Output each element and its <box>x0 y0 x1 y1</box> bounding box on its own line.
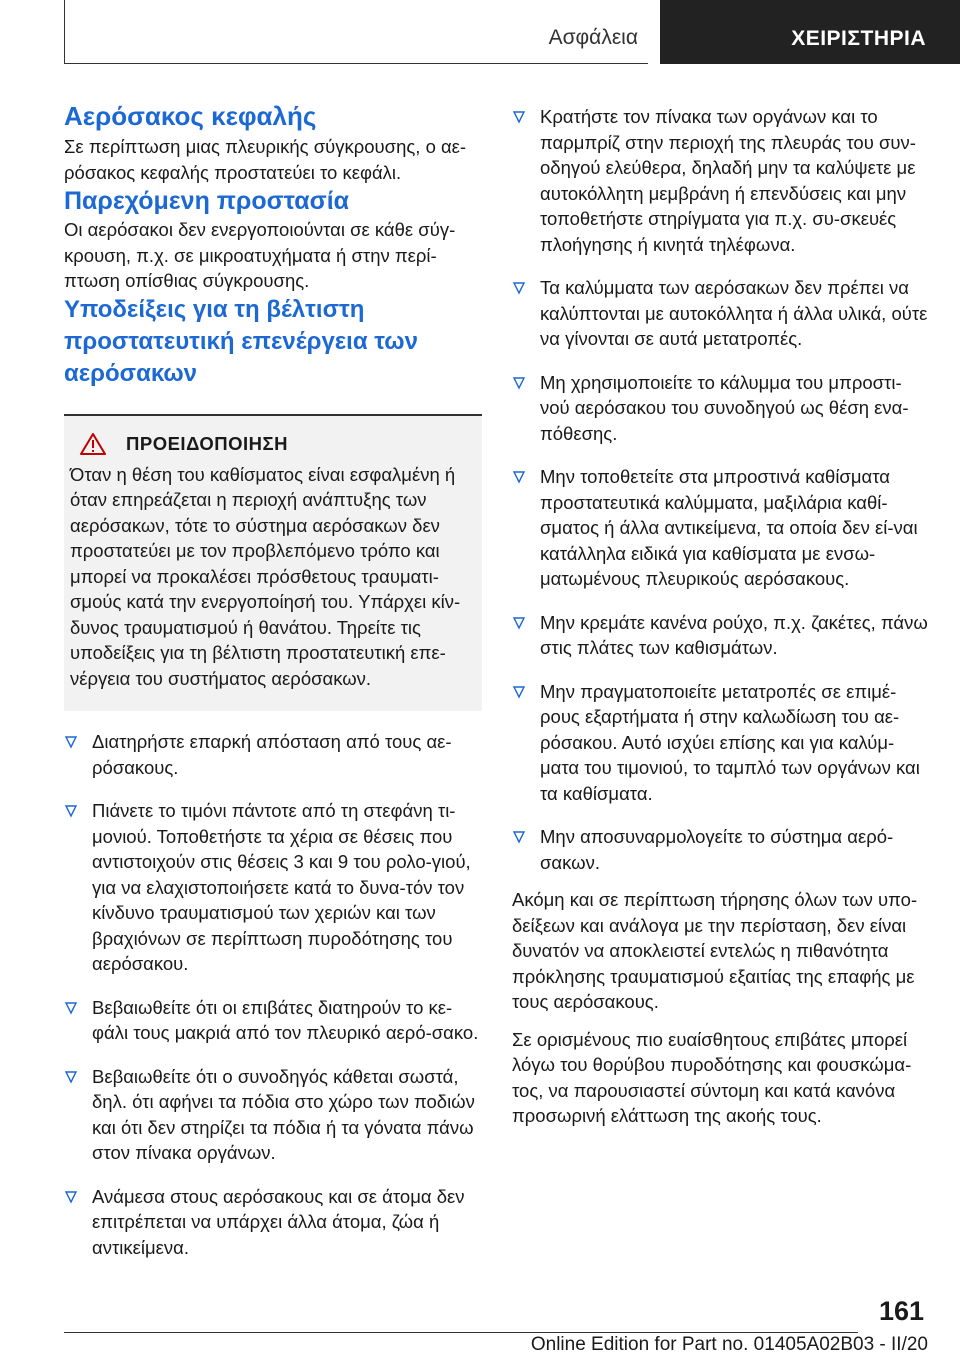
list-item: Βεβαιωθείτε ότι ο συνοδηγός κάθεται σωστά, δηλ. ότι αφήνει τα πόδια στο χώρο των ποδιών και ότι δεν στηρίζει τα πόδια ή τα γόνατα πάνω στον πίνακα οργάνων. <box>64 1064 482 1166</box>
bullet-triangle-icon <box>512 109 526 125</box>
chapter-title: ΧΕΙΡΙΣΤΗΡΙΑ <box>791 27 926 50</box>
bullet-triangle-icon <box>512 615 526 631</box>
heading-protection: Παρεχόμενη προστασία <box>64 187 350 215</box>
bullet-triangle-icon <box>64 1189 78 1205</box>
footer-divider <box>64 1332 858 1333</box>
page-number: 161 <box>878 1296 924 1326</box>
list-item: Μην πραγματοποιείτε μετατροπές σε επιμέ‐ρους εξαρτήματα ή στην καλωδίωση του αε‐ρόσακου. Αυτό ισχύει επίσης και για καλύμ‐ματα του τιμονιού, το ταμπλό των οργάνων και τα καθίσματα. <box>512 679 928 807</box>
list-item: Διατηρήστε επαρκή απόσταση από τους αε‐ρόσακους. <box>64 729 482 780</box>
right-column <box>512 104 928 1129</box>
paragraph-hearing: Σε ορισμένους πιο ευαίσθητους επιβάτες μπορεί λόγω του θορύβου πυροδότησης και φουσκώμα‐τος, να παρουσιαστεί σύντομη και κατά κανόνα προσωρινή ελάττωση της ακοής τους. <box>512 1028 912 1126</box>
section-title: Ασφάλεια <box>548 26 638 49</box>
bullet-triangle-icon <box>512 469 526 485</box>
header-section-tab <box>64 0 648 64</box>
edition-note: Online Edition for Part no. 01405A02B03 - II/20 <box>530 1334 928 1355</box>
bullet-triangle-icon <box>64 734 78 750</box>
bullet-triangle-icon <box>512 375 526 391</box>
paragraph-residual-risk: Ακόμη και σε περίπτωση τήρησης όλων των υπο‐δείξεων και ανάλογα με την περίσταση, δεν είναι δυνατόν να αποκλειστεί εντελώς η πιθανότητα πρόκλησης τραυματισμού εξαιτίας της επαφής με τους αερόσακους. <box>512 889 918 1012</box>
list-item: Ανάμεσα στους αερόσακους και σε άτομα δεν επιτρέπεται να υπάρχει άλλα άτομα, ζώα ή αντικείμενα. <box>64 1184 482 1261</box>
warning-triangle-icon <box>80 432 106 456</box>
bullet-triangle-icon <box>64 1000 78 1016</box>
right-bullet-list <box>512 104 928 875</box>
list-item: Μη χρησιμοποιείτε το κάλυμμα του μπροστι‐νού αερόσακου του συνοδηγού ως θέση ενα‐πόθεσης. <box>512 370 928 447</box>
bullet-triangle-icon <box>512 280 526 296</box>
list-item: Τα καλύμματα των αερόσακων δεν πρέπει να καλύπτονται με αυτοκόλλητα ή άλλα υλικά, ούτε να γίνονται σε αυτά μετατροπές. <box>512 275 928 352</box>
bullet-triangle-icon <box>512 829 526 845</box>
list-item: Κρατήστε τον πίνακα των οργάνων και το παρμπρίζ στην περιοχή της πλευράς του συν‐οδηγού ελεύθερα, δηλαδή μην τα καλύψετε με αυτοκόλλητη μεμβράνη ή επενδύσεις και μην τοποθετήστε στηρίγματα για π.χ. συ‐σκευές πλοήγησης ή κινητά τηλέφωνα. <box>512 104 928 257</box>
paragraph-head-airbag: Σε περίπτωση μιας πλευρικής σύγκρουσης, ο αε‐ρόσακος κεφαλής προστατεύει το κεφάλι. <box>64 136 467 183</box>
warning-box <box>64 414 482 712</box>
warning-header <box>70 432 474 456</box>
bullet-triangle-icon <box>512 684 526 700</box>
list-item: Μην κρεμάτε κανένα ρούχο, π.χ. ζακέτες, πάνω στις πλάτες των καθισμάτων. <box>512 610 928 661</box>
header-chapter-tab <box>660 0 960 64</box>
list-item: Βεβαιωθείτε ότι οι επιβάτες διατηρούν το κε‐φάλι τους μακριά από τον πλευρικό αερό‐σακο. <box>64 995 482 1046</box>
list-item: Πιάνετε το τιμόνι πάντοτε από τη στεφάνη τι‐μονιού. Τοποθετήστε τα χέρια σε θέσεις που αντιστοιχούν στις θέσεις 3 και 9 του ρολο‐γιού, για να ελαχιστοποιήσετε κατά το δυνα‐τόν τον κίνδυνο τραυματισμού των χεριών και των βραχιόνων σε περίπτωση πυροδότησης του αερόσακου. <box>64 798 482 977</box>
heading-head-airbag: Αερόσακος κεφαλής <box>64 101 317 131</box>
left-column <box>64 100 482 1278</box>
heading-tips: Υποδείξεις για τη βέλτιστη προστατευτική επενέργεια των αερόσακων <box>64 295 418 387</box>
left-bullet-list <box>64 729 482 1260</box>
warning-title: ΠΡΟΕΙΔΟΠΟΙΗΣΗ <box>126 432 288 454</box>
list-item: Μην τοποθετείτε στα μπροστινά καθίσματα προστατευτικά καλύμματα, μαξιλάρια καθί‐σματος ή άλλα αντικείμενα, τα οποία δεν εί‐ναι κατάλληλα ειδικά για καθίσματα με ενσω‐ματωμένους πλευρικούς αερόσακους. <box>512 464 928 592</box>
bullet-triangle-icon <box>64 1069 78 1085</box>
warning-text: Όταν η θέση του καθίσματος είναι εσφαλμένη ή όταν επηρεάζεται η περιοχή ανάπτυξης των αερόσακων, τότε το σύστημα αερόσακων δεν προστατεύει με τον προβλεπόμενο τρόπο και μπορεί να προκαλέσει πρόσθετους τραυματι‐σμούς κατά την ενεργοποίησή του. Υπάρχει κίν‐δυνος τραυματισμού ή θανάτου. Τηρείτε τις υποδείξεις για τη βέλτιστη προστατευτική επε‐νέργεια του συστήματος αερόσακων. <box>70 463 461 689</box>
paragraph-protection: Οι αερόσακοι δεν ενεργοποιούνται σε κάθε σύγ‐κρουση, π.χ. σε μικροατυχήματα ή στην περί‐πτωση οπίσθιας σύγκρουσης. <box>64 219 456 291</box>
bullet-triangle-icon <box>64 803 78 819</box>
list-item: Μην αποσυναρμολογείτε το σύστημα αερό‐σακων. <box>512 824 928 875</box>
